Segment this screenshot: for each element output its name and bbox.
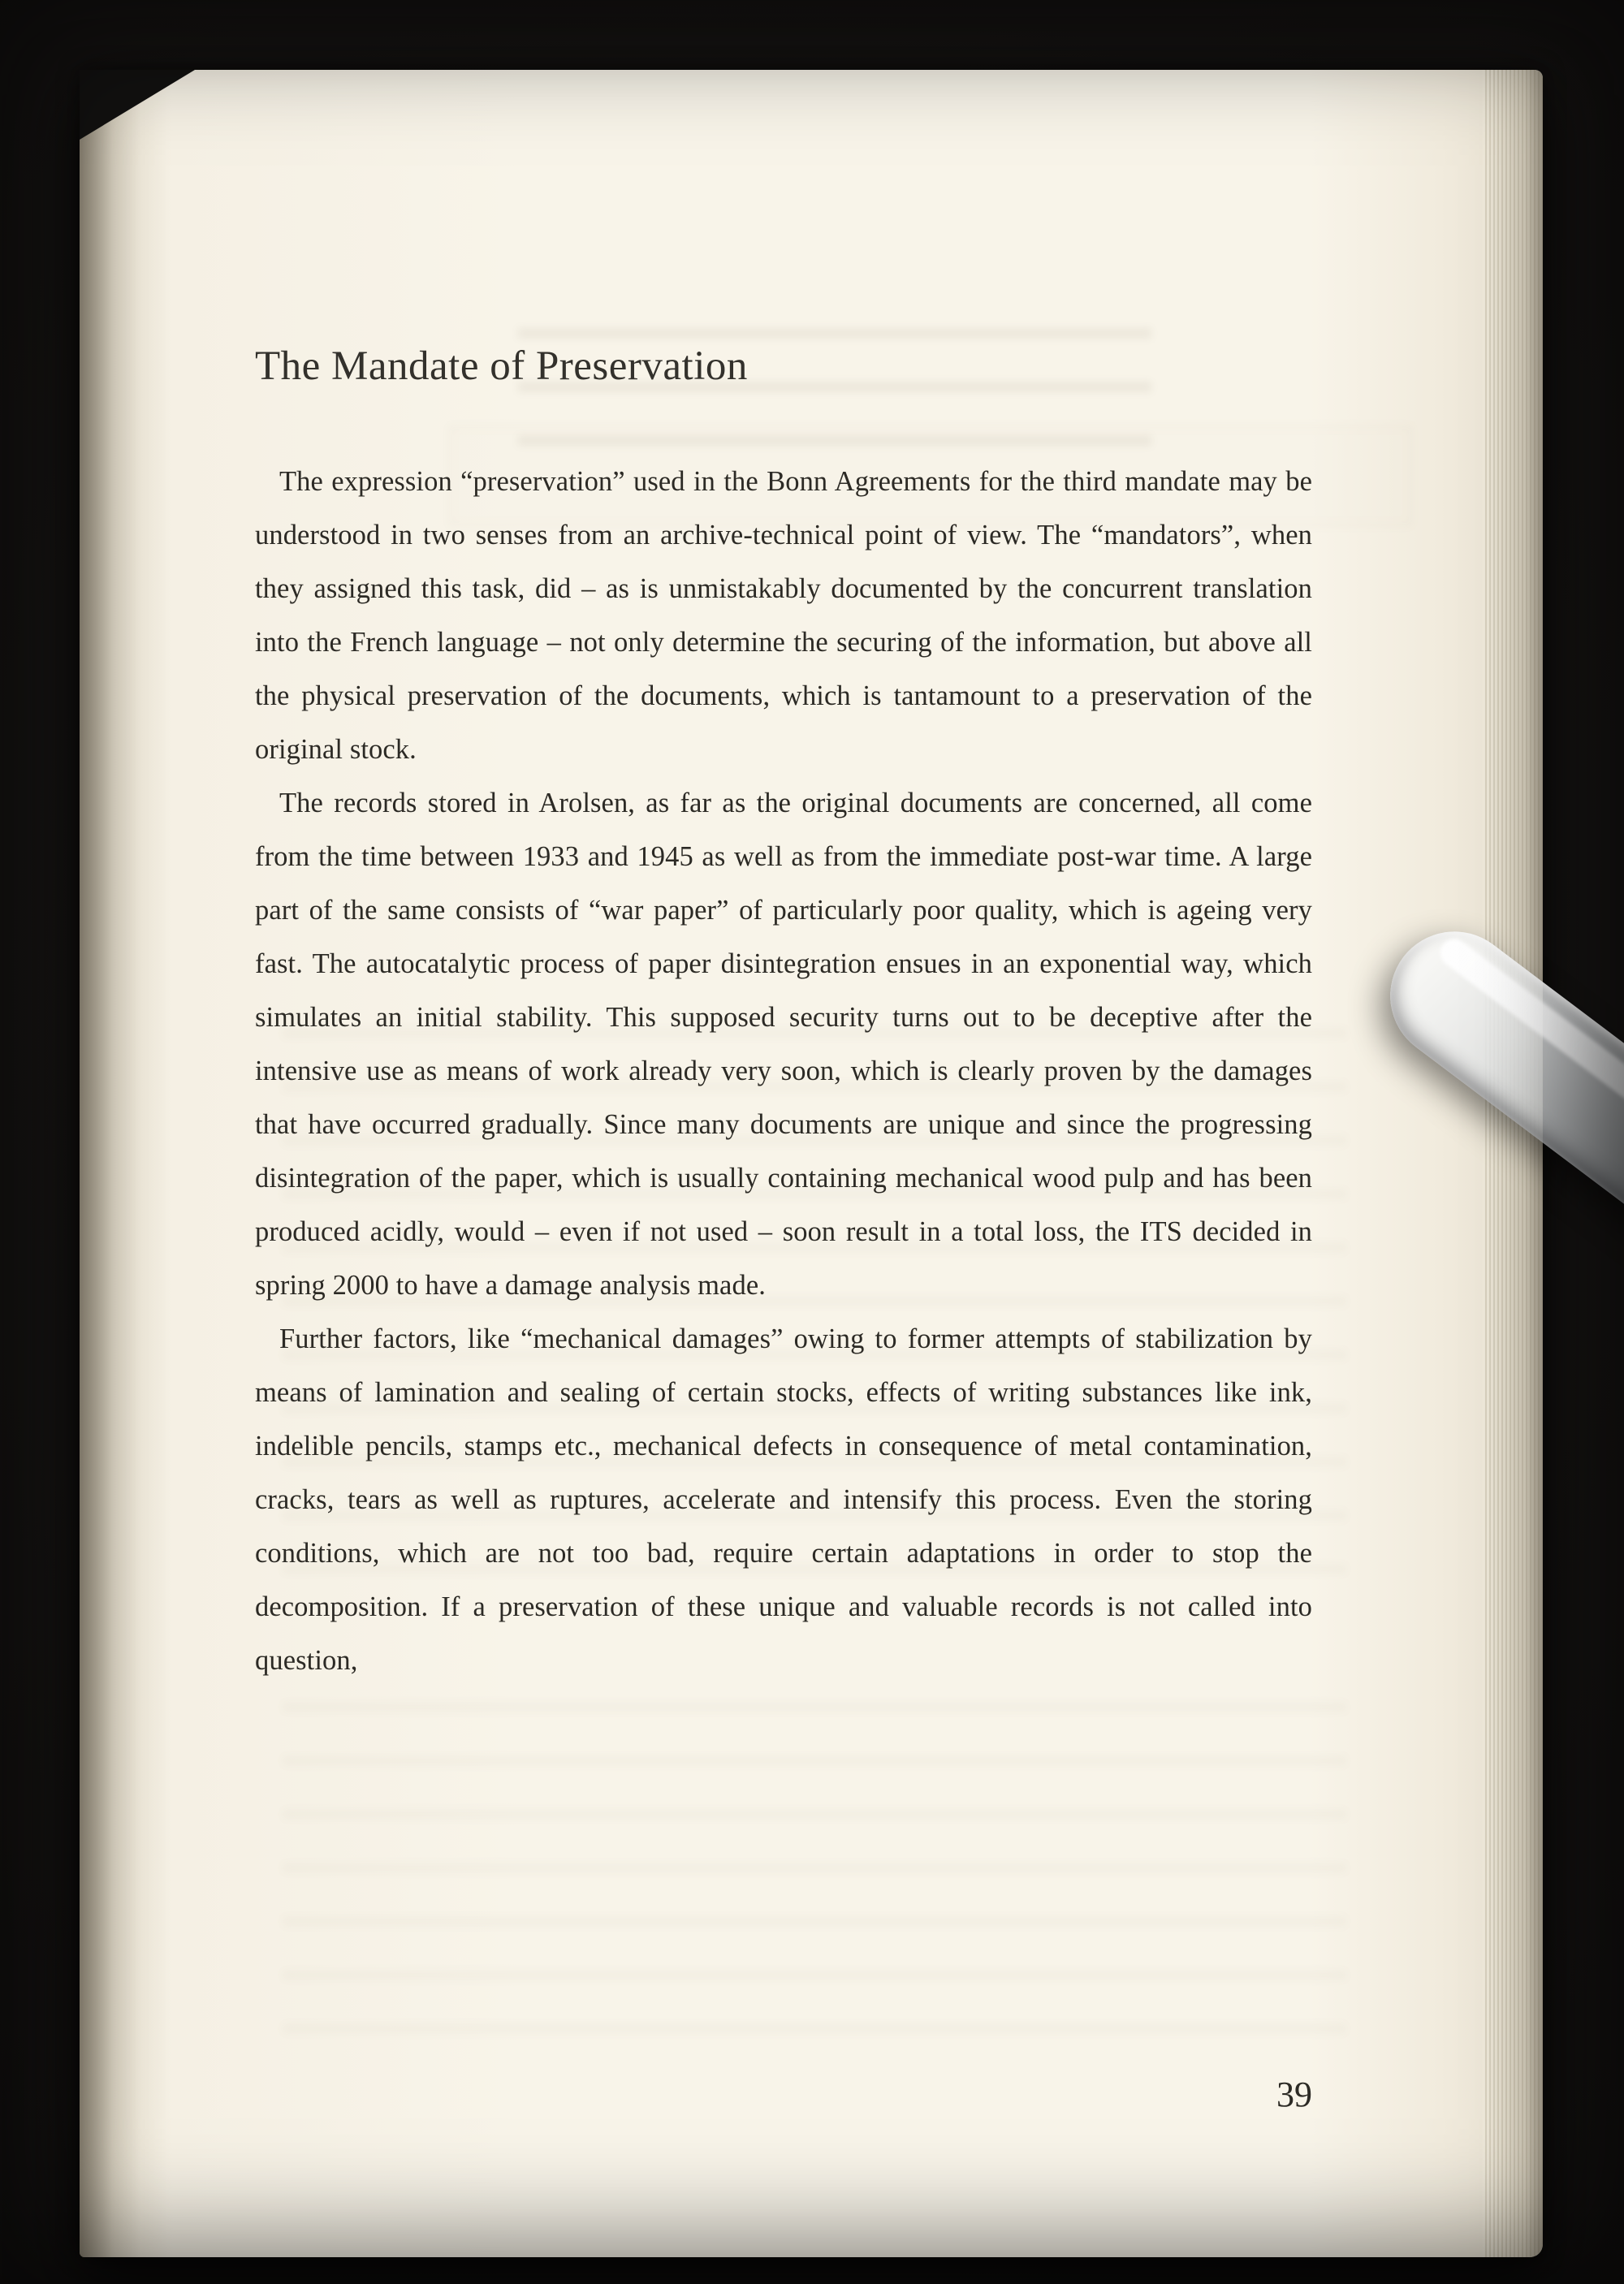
page-number: 39 [1276, 2075, 1312, 2114]
page-title: The Mandate of Preservation [255, 343, 748, 389]
text-column [255, 343, 1312, 1687]
book-page [80, 70, 1543, 2257]
paragraph: Further factors, like “mechanical damages” owing to former attempts of stabilization by means of lamination and sealing of certain stocks, effects of writing substances like ink, indelible pencils, stamps etc., mechanical defects in consequence of metal contamination, cracks, tears as well as ruptures, accelerate and intensify this process. Even the storing conditions, which are not too bad, require certain adaptations in order to stop the decomposition. If a preservation of these unique and valuable records is not called into question, [255, 1323, 1312, 1676]
paragraph: The records stored in Arolsen, as far as the original documents are concerned, all come from the time between 1933 and 1945 as well as from the immediate post-war time. A large part of the same consists of “war paper” of particularly poor quality, which is ageing very fast. The autocatalytic process of paper disintegration ensues in an exponential way, which simulates an initial stability. This supposed security turns out to be deceptive after the intensive use as means of work already very soon, which is clearly proven by the damages that have occurred gradually. Since many documents are unique and since the progressing disintegration of the paper, which is usually containing mechanical wood pulp and has been produced acidly, would – even if not used – soon result in a total loss, the ITS decided in spring 2000 to have a damage analysis made. [255, 788, 1312, 1301]
page-gutter-shadow [80, 70, 173, 2257]
showthrough-text-smudge [283, 1702, 1346, 2051]
paragraph: The expression “preservation” used in the Bonn Agreements for the third mandate may be understood in two senses from an archive-technical point of view. The “mandators”, when they assigned this task, did – as is unmistakably documented by the concurrent translation into the French language – not only determine the securing of the information, but above all the physical preservation of the documents, which is tantamount to a preservation of the original stock. [255, 466, 1312, 765]
page-stack-edge [1483, 70, 1543, 2257]
